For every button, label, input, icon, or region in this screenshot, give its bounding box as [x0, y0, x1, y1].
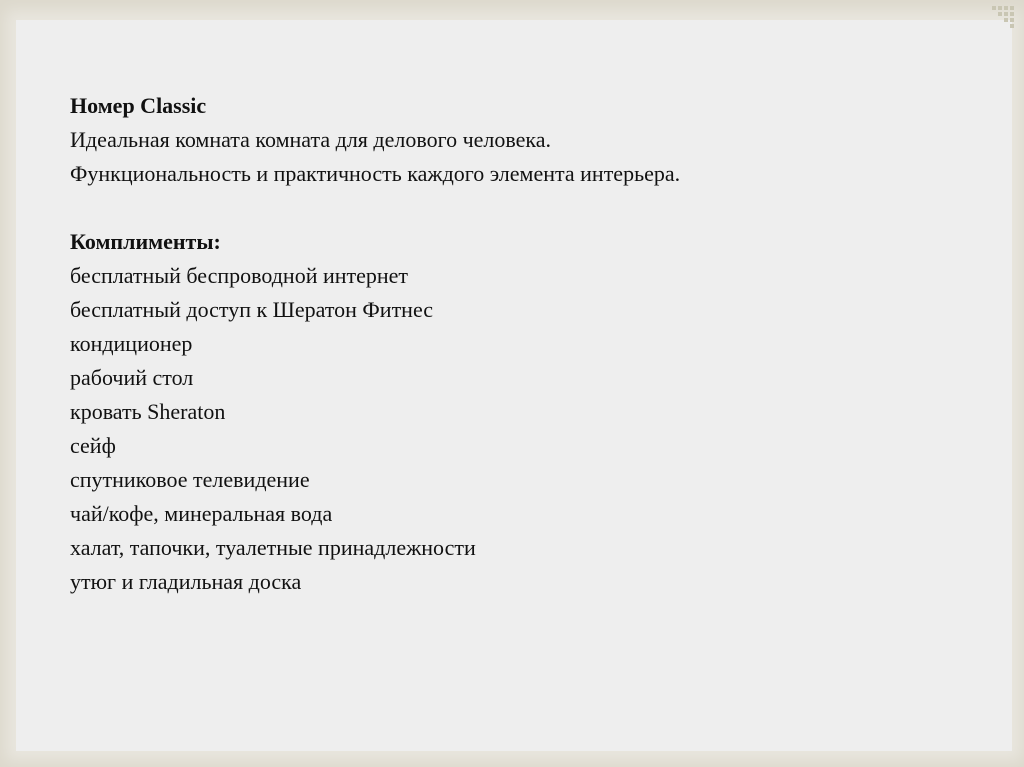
- amenity-item: бесплатный беспроводной интернет: [70, 263, 409, 288]
- room-title: Номер Classic: [70, 93, 207, 118]
- room-description-line: Функциональность и практичность каждого элемента интерьера.: [70, 161, 681, 186]
- amenity-item: кровать Sheraton: [70, 399, 226, 424]
- amenity-item: сейф: [70, 433, 116, 458]
- corner-ornament-icon: [990, 4, 1018, 32]
- amenity-item: бесплатный доступ к Шератон Фитнес: [70, 297, 434, 322]
- paragraph-spacer: [70, 191, 970, 225]
- amenity-item: халат, тапочки, туалетные принадлежности: [70, 535, 476, 560]
- amenity-item: рабочий стол: [70, 365, 194, 390]
- amenity-item: утюг и гладильная доска: [70, 569, 302, 594]
- amenity-item: кондиционер: [70, 331, 193, 356]
- amenity-item: чай/кофе, минеральная вода: [70, 501, 333, 526]
- slide-content: [70, 89, 970, 599]
- amenity-item: спутниковое телевидение: [70, 467, 310, 492]
- amenities-heading: Комплименты:: [70, 229, 221, 254]
- room-description-line: Идеальная комната комната для делового человека.: [70, 127, 552, 152]
